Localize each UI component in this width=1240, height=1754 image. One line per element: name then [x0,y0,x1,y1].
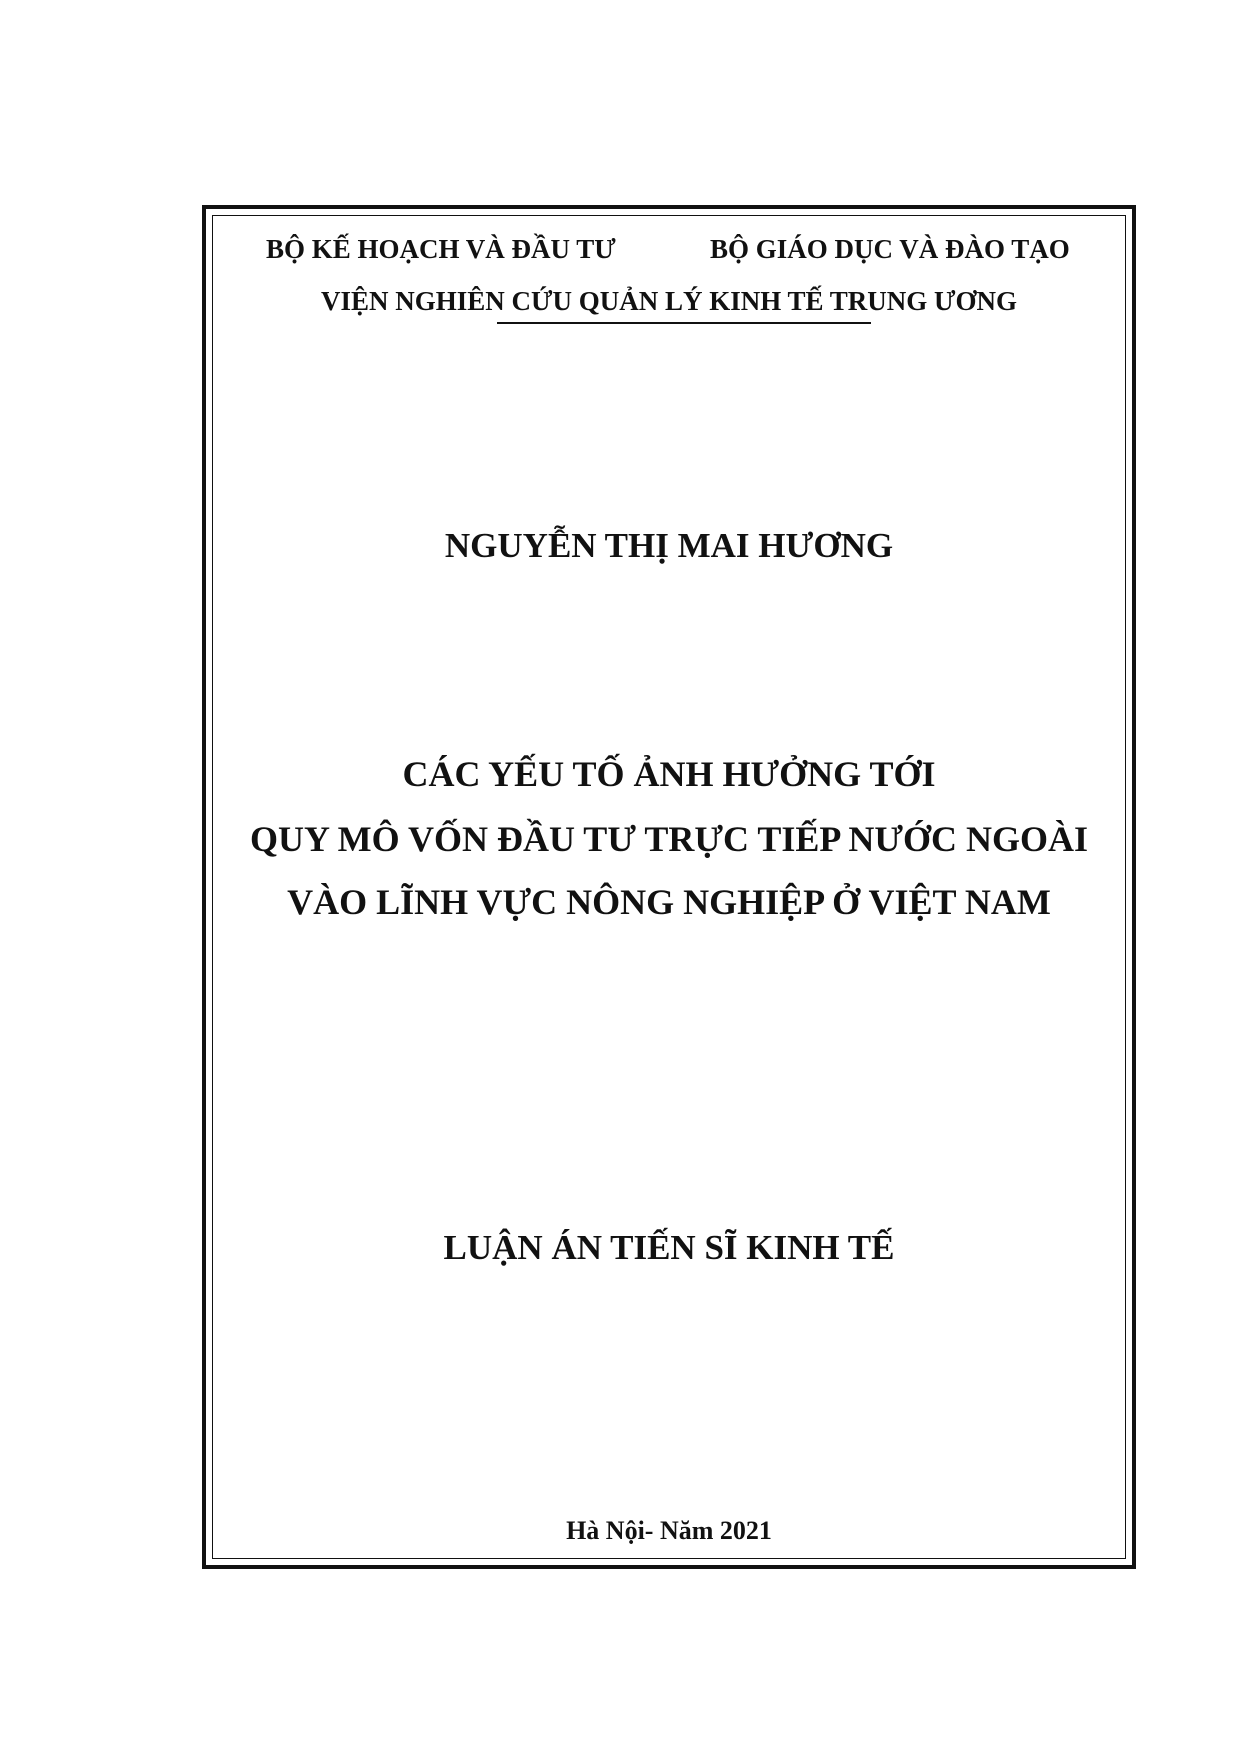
thesis-title-line-1: CÁC YẾU TỐ ẢNH HƯỞNG TỚI [402,754,936,794]
ministry-education-training: BỘ GIÁO DỤC VÀ ĐÀO TẠO [710,234,1070,264]
thesis-title-line-2: QUY MÔ VỐN ĐẦU TƯ TRỰC TIẾP NƯỚC NGOÀI [249,819,1089,859]
institute-underline [497,322,871,324]
thesis-title-line-3: VÀO LĨNH VỰC NÔNG NGHIỆP Ở VIỆT NAM [287,882,1051,922]
author-name: NGUYỄN THỊ MAI HƯƠNG [444,526,894,565]
place-and-year: Hà Nội- Năm 2021 [566,1516,772,1545]
ministry-planning-investment: BỘ KẾ HOẠCH VÀ ĐẦU TƯ [266,234,616,264]
institute-name: VIỆN NGHIÊN CỨU QUẢN LÝ KINH TẾ TRUNG ƯƠNG [320,286,1018,316]
degree-type: LUẬN ÁN TIẾN SĨ KINH TẾ [443,1228,895,1267]
